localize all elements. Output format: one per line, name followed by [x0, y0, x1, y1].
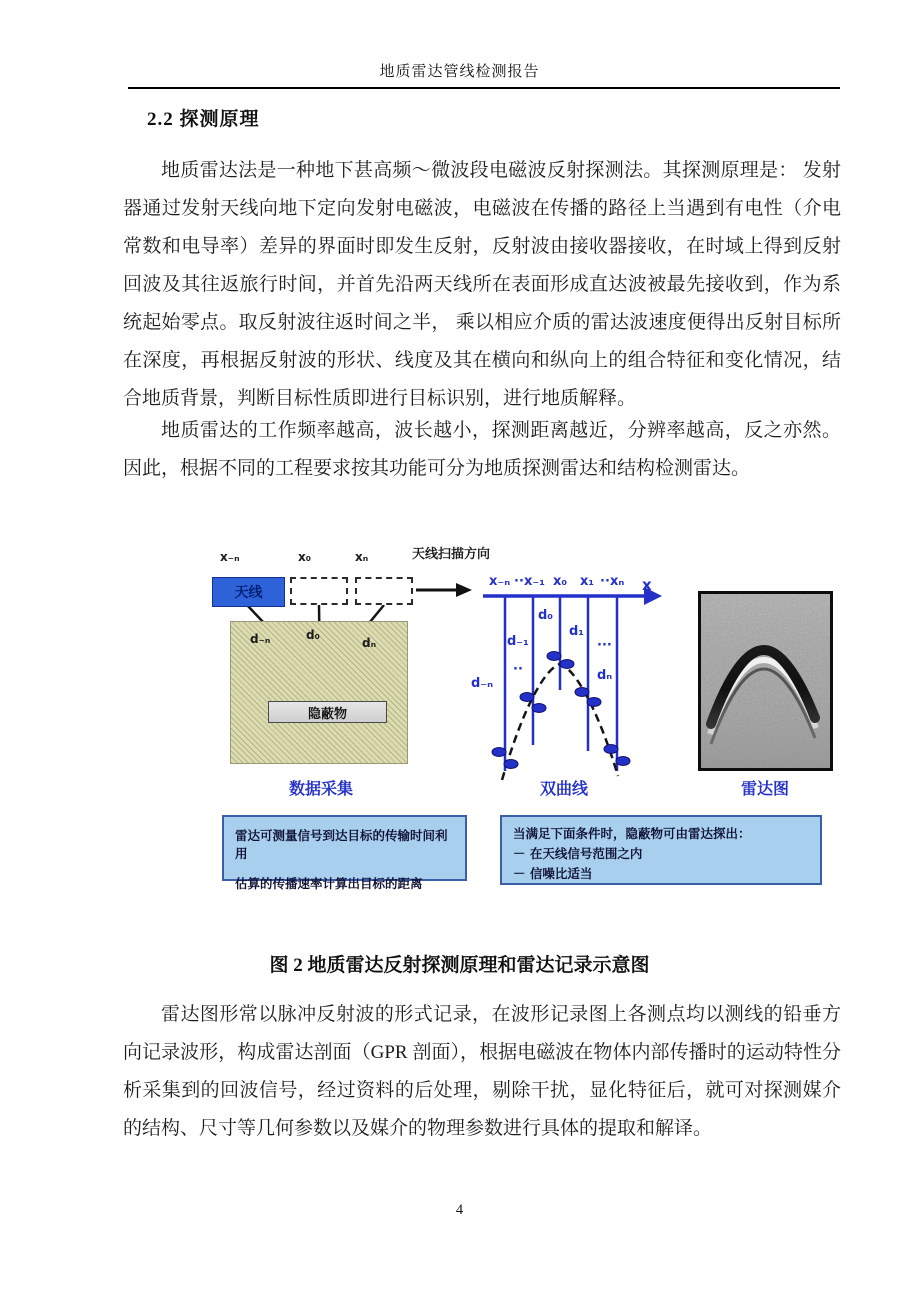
axis-x-n-label: xₙ [610, 574, 625, 589]
antenna-box [212, 577, 285, 607]
x-zero-label: x₀ [298, 550, 311, 564]
d-zero-label: d₀ [306, 628, 320, 642]
section-heading: 2.2 探测原理 [147, 109, 260, 130]
radargram-rendering [701, 594, 830, 768]
axis-x-zero-label: x₀ [553, 574, 568, 589]
figure-caption: 图 2 地质雷达反射探测原理和雷达记录示意图 [269, 955, 650, 976]
axis-dots-left: ·· [514, 574, 524, 589]
page-number: 4 [455, 1202, 464, 1218]
x-neg-n-label: x₋ₙ [220, 550, 240, 564]
mid-d-dots-left: ·· [513, 662, 523, 677]
antenna-position-box-dashed [290, 577, 348, 605]
note-box-detection-conditions [500, 815, 822, 885]
mid-d-neg-n-label: d₋ₙ [471, 676, 494, 691]
note-left-line1: 雷达可测量信号到达目标的传输时间利用 [235, 828, 448, 861]
hidden-object-box [268, 701, 387, 723]
x-n-label: xₙ [355, 550, 369, 564]
note-box-travel-time [222, 815, 467, 891]
axis-end-label: x [642, 576, 652, 594]
scan-arrow-head [456, 583, 472, 597]
scan-direction-label: 天线扫描方向 [412, 547, 491, 562]
note-right-line2: － 在天线信号范围之内 [513, 846, 643, 861]
figure-2-diagram [150, 538, 850, 903]
right-panel-caption: 雷达图 [740, 779, 789, 798]
paragraph-3: 雷达图形常以脉冲反射波的形式记录，在波形记录图上各测点均以测线的铅垂方向记录波形，构成雷达剖面（GPR 剖面），根据电磁波在物体内部传播时的运动特性分析采集到的回波信号，经过资料的后处理，剔除干扰，显化特征后，就可对探测媒介的结构、尺寸等几何参数以及媒介的物理参数进行具体的提取和解译。 [123, 1004, 841, 1139]
paragraph-2: 地质雷达的工作频率越高，波长越小，探测距离越近，分辨率越高，反之亦然。因此，根据不同的工程要求按其功能可分为地质探测雷达和结构检测雷达。 [123, 420, 841, 479]
d-n-label: dₙ [362, 636, 377, 650]
page-header-title: 地质雷达管线检测报告 [379, 64, 540, 80]
paragraph-1: 地质雷达法是一种地下甚高频～微波段电磁波反射探测法。其探测原理是： 发射器通过发射天线向地下定向发射电磁波，电磁波在传播的路径上当遇到有电性（介电常数和电导率）差异的界面时即发生反射，反射波由接收器接收，在时域上得到反射回波及其往返旅行时间，并首先沿两天线所在表面形成直达波被最先接收到，作为系统起始零点。取反射波往返时间之半， 乘以相应介质的雷达波速度便得出反射目标所在深度，再根据反射波的形状、线度及其在横向和纵向上的组合特征和变化情况，结合地质背景，判断目标性质即进行目标识别，进行地质解释。 [123, 160, 841, 409]
d-neg-n-label: d₋ₙ [250, 632, 271, 646]
left-panel-caption: 数据采集 [288, 779, 353, 798]
header-divider [128, 87, 840, 89]
mid-d-neg-1-label: d₋₁ [507, 634, 529, 649]
note-left-line2: 估算的传播速率计算出目标的距离 [235, 876, 423, 891]
antenna-label: 天线 [234, 585, 263, 601]
mid-d-1-label: d₁ [569, 624, 584, 639]
mid-d-dots-right: ··· [597, 638, 612, 653]
note-right-line3: － 信噪比适当 [513, 866, 593, 881]
radargram-image [698, 591, 833, 771]
axis-x-neg-n-label: x₋ₙ [489, 574, 511, 589]
mid-d-n-label: dₙ [597, 668, 613, 683]
middle-panel-caption: 双曲线 [539, 779, 588, 798]
axis-x-neg-1-label: x₋₁ [524, 574, 545, 589]
note-right-line1: 当满足下面条件时，隐蔽物可由雷达探出： [513, 826, 751, 841]
axis-x-1-label: x₁ [580, 574, 595, 589]
mid-d-zero-label: d₀ [538, 608, 553, 623]
hidden-object-label: 隐蔽物 [307, 706, 347, 722]
antenna-position-box-dashed [355, 577, 413, 605]
axis-dots-right: ·· [600, 574, 610, 589]
